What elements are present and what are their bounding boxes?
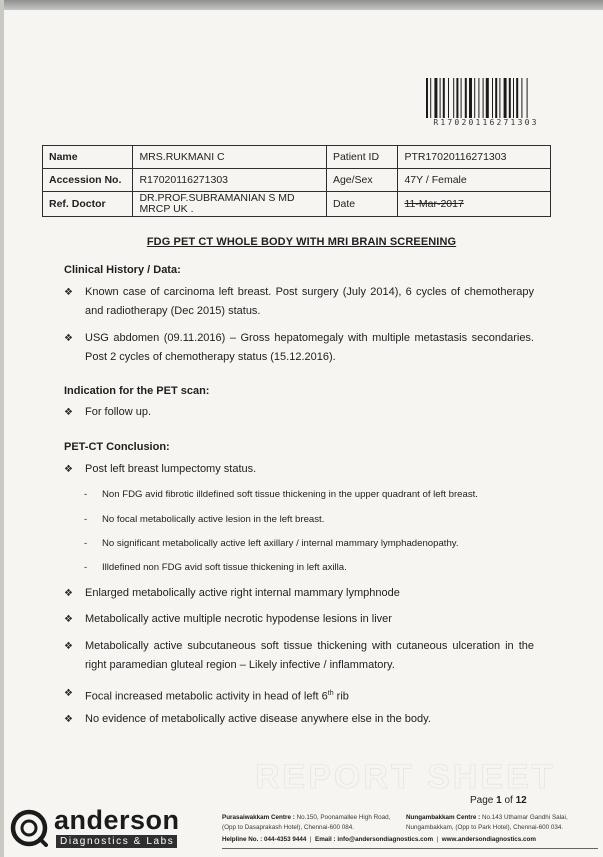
bullet-diamond-icon: ❖	[64, 333, 73, 344]
conclusion-item: Metabolically active multiple necrotic hypodense lesions in liver	[85, 613, 392, 625]
conclusion-item	[85, 684, 534, 707]
list-item	[64, 584, 534, 603]
label-ref-doctor: Ref. Doctor	[43, 192, 133, 217]
conclusion-subitem: No focal metabolically active lesion in the left breast.	[102, 514, 325, 525]
scan-top-edge	[0, 0, 603, 10]
scan-left-edge	[0, 0, 4, 857]
value-accession: R17020116271303	[133, 169, 327, 192]
page-total: 12	[515, 795, 527, 806]
label-age-sex: Age/Sex	[326, 169, 398, 192]
label-accession: Accession No.	[43, 169, 133, 192]
list-item	[64, 460, 534, 479]
sub-list-item: - No significant metabolically active left axillary / internal mammary lymphadenopathy.	[84, 537, 534, 551]
label-name: Name	[43, 146, 133, 169]
logo-tagline: Diagnostics & Labs	[56, 835, 177, 848]
helpline-number: 044-4353 9444	[263, 836, 307, 843]
sub-list-item: - Non FDG avid fibrotic illdefined soft tissue thickening in the upper quadrant of left breast.	[84, 488, 534, 502]
page-current: 1	[496, 795, 502, 806]
table-row	[43, 146, 551, 169]
value-name: MRS.RUKMANI C	[133, 146, 327, 169]
ref-doctor-line1: DR.PROF.SUBRAMANIAN S MD	[139, 192, 295, 204]
nungambakkam-address: Nungambakkam Centre : No.143 Uthamar Gandhi Salai, Nungambakkam, (Opp to Park Hotel), Chennai-600 034.	[406, 814, 568, 831]
website-link[interactable]: www.andersondiagnostics.com	[441, 836, 537, 843]
list-item	[64, 329, 534, 367]
bullet-diamond-icon: ❖	[64, 688, 73, 699]
conclusion-item: Metabolically active subcutaneous soft tissue thickening with cutaneous ulceration in the right paramedian gluteal region – Likely infective / inflammatory.	[85, 640, 534, 671]
indication-heading: Indication for the PET scan:	[64, 385, 210, 397]
value-date: 11-Mar-2017	[398, 192, 551, 217]
bullet-diamond-icon: ❖	[64, 714, 73, 725]
list-item	[64, 403, 534, 422]
conclusion-item: No evidence of metabolically active disease anywhere else in the body.	[85, 713, 431, 725]
value-age-sex: 47Y / Female	[398, 169, 551, 192]
logo-name: anderson	[54, 805, 180, 835]
patient-info-table	[42, 145, 551, 217]
bullet-diamond-icon: ❖	[64, 614, 73, 625]
conclusion-subitem: Illdefined non FDG avid soft tissue thickening in left axilla.	[102, 562, 347, 573]
indication-item: For follow up.	[85, 406, 152, 418]
bullet-diamond-icon: ❖	[64, 641, 73, 652]
email-link[interactable]: info@andersondiagnostics.com	[337, 836, 434, 843]
purasaiwakkam-address: Purasaiwakkam Centre : No.150, Poonamallee High Road, (Opp to Dasaprakash Hotel), Chennai-600 084.	[222, 814, 391, 831]
barcode-image	[426, 78, 544, 118]
bullet-diamond-icon: ❖	[64, 407, 73, 418]
footer-divider	[222, 848, 598, 849]
page-number: Page 1 of 12	[470, 795, 527, 806]
conclusion-subitem: Non FDG avid fibrotic illdefined soft tissue thickening in the upper quadrant of left breast.	[102, 489, 478, 500]
clinical-history-item: USG abdomen (09.11.2016) – Gross hepatomegaly with multiple metastasis secondaries. Post 2 cycles of chemotherapy status (15.12.2016).	[85, 332, 534, 363]
clinical-history-heading: Clinical History / Data:	[64, 264, 181, 276]
report-title: FDG PET CT WHOLE BODY WITH MRI BRAIN SCREENING	[146, 236, 457, 248]
bullet-diamond-icon: ❖	[64, 464, 73, 475]
label-patient-id: Patient ID	[326, 146, 398, 169]
conclusion-item: Post left breast lumpectomy status.	[85, 463, 257, 475]
contact-line: Helpline No. : 044-4353 9444 | Email : info@andersondiagnostics.com | www.andersondiagnostics.com	[222, 836, 537, 843]
clinical-history-item: Known case of carcinoma left breast. Post surgery (July 2014), 6 cycles of chemotherapy and radiotherapy (Dec 2015) status.	[85, 286, 534, 317]
rib-text: Focal increased metabolic activity in head of left 6	[85, 690, 328, 703]
bullet-diamond-icon: ❖	[64, 588, 73, 599]
list-item	[64, 637, 534, 675]
table-row	[43, 169, 551, 192]
list-item	[64, 684, 534, 707]
rib-suffix: rib	[333, 690, 349, 703]
value-patient-id: PTR17020116271303	[398, 146, 551, 169]
conclusion-subitem: No significant metabolically active left axillary / internal mammary lymphadenopathy.	[102, 538, 459, 549]
conclusion-heading: PET-CT Conclusion:	[64, 441, 170, 453]
bullet-diamond-icon: ❖	[64, 287, 73, 298]
list-item	[64, 710, 534, 729]
anderson-logo	[10, 803, 210, 853]
report-sheet-watermark: REPORT SHEET	[255, 758, 556, 796]
anderson-logo-icon	[10, 809, 48, 847]
barcode-number: R17020116271303	[433, 118, 539, 127]
value-ref-doctor	[133, 192, 327, 217]
sub-list-item: - No focal metabolically active lesion in the left breast.	[84, 513, 534, 527]
conclusion-item: Enlarged metabolically active right internal mammary lymphnode	[85, 587, 400, 599]
rib-superscript: th	[327, 690, 334, 697]
list-item	[64, 283, 534, 321]
label-date: Date	[326, 192, 398, 217]
sub-list-item: - Illdefined non FDG avid soft tissue thickening in left axilla.	[84, 561, 534, 575]
ref-doctor-line2: MRCP UK .	[139, 203, 194, 215]
list-item	[64, 610, 534, 629]
table-row	[43, 192, 551, 217]
